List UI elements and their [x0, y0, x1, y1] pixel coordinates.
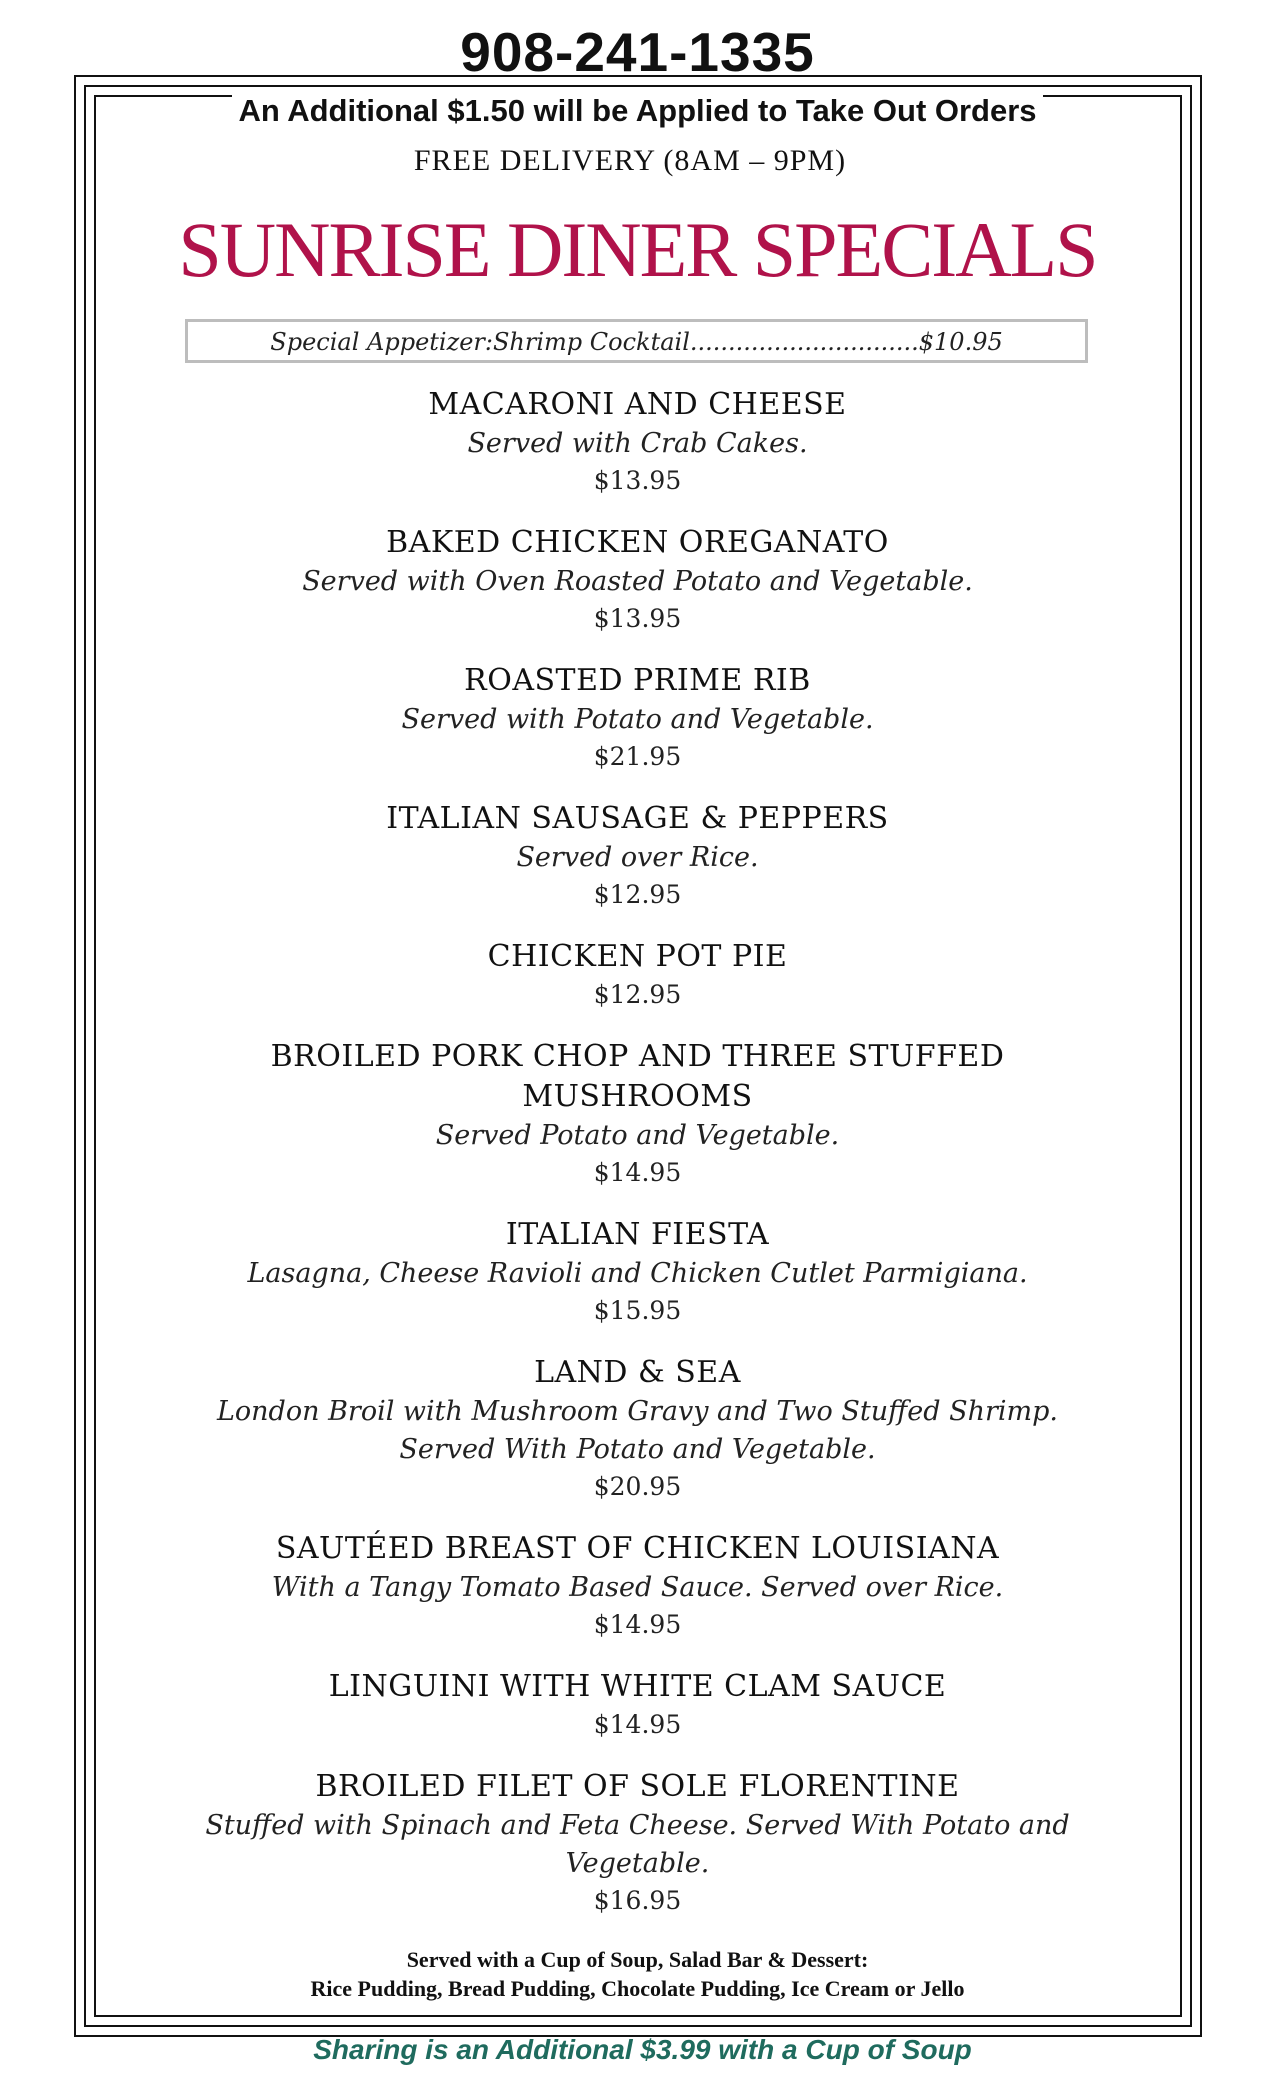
item-price: $14.95: [593, 1158, 682, 1187]
item-price: $20.95: [593, 1472, 682, 1501]
item-name: LINGUINI WITH WHITE CLAM SAUCE: [328, 1669, 947, 1704]
takeout-note-text: An Additional $1.50 will be Applied to Take Out Orders: [232, 93, 1042, 128]
item-description: With a Tangy Tomato Based Sauce. Served over Rice.: [271, 1572, 1004, 1603]
item-name: CHICKEN POT PIE: [487, 939, 788, 974]
footer-line-1: Served with a Cup of Soup, Salad Bar & Dessert:: [406, 1947, 869, 1972]
item-name: ITALIAN SAUSAGE & PEPPERS: [386, 801, 889, 836]
item-name: MACARONI AND CHEESE: [428, 387, 847, 422]
delivery-note: FREE DELIVERY (8AM – 9PM): [413, 144, 847, 177]
item-name: BROILED FILET OF SOLE FLORENTINE: [315, 1769, 960, 1804]
footer-note: [0, 1945, 1275, 2003]
item-name: LAND & SEA: [534, 1355, 741, 1390]
item-price: $12.95: [593, 880, 682, 909]
menu-item: [180, 523, 1095, 637]
item-price: $13.95: [593, 466, 682, 495]
page-title: SUNRISE DINER SPECIALS: [178, 206, 1097, 293]
sharing-note: Sharing is an Additional $3.99 with a Cup of Soup: [313, 2034, 972, 2065]
item-name: BROILED PORK CHOP AND THREE STUFFED MUSHROOMS: [270, 1039, 1005, 1114]
item-description: Served over Rice.: [516, 842, 759, 873]
item-price: $21.95: [593, 742, 682, 771]
menu-items: [180, 385, 1095, 1919]
item-price: $13.95: [593, 604, 682, 633]
item-description: London Broil with Mushroom Gravy and Two Stuffed Shrimp. Served With Potato and Vegetable.: [216, 1396, 1058, 1465]
item-name: ITALIAN FIESTA: [505, 1217, 770, 1252]
special-appetizer-box: Special Appetizer:Shrimp Cocktail..............................$10.95: [185, 319, 1088, 363]
item-description: Served with Potato and Vegetable.: [401, 704, 874, 735]
menu-item: [180, 1215, 1095, 1329]
item-description: Stuffed with Spinach and Feta Cheese. Served With Potato and Vegetable.: [205, 1810, 1070, 1879]
menu-item: [180, 385, 1095, 499]
item-price: $16.95: [593, 1886, 682, 1915]
item-name: ROASTED PRIME RIB: [464, 663, 811, 698]
phone-number: 908-241-1335: [460, 21, 815, 83]
item-price: $15.95: [593, 1296, 682, 1325]
item-description: Served with Crab Cakes.: [467, 428, 808, 459]
menu-item: [180, 1767, 1095, 1919]
takeout-note: [0, 91, 1275, 131]
menu-item: [180, 1529, 1095, 1643]
menu-item: [180, 799, 1095, 913]
item-price: $12.95: [593, 980, 682, 1009]
item-price: $14.95: [593, 1710, 682, 1739]
menu-item: [180, 1353, 1095, 1505]
menu-item: [180, 661, 1095, 775]
menu-item: [180, 937, 1095, 1013]
item-description: Served Potato and Vegetable.: [435, 1120, 840, 1151]
item-name: BAKED CHICKEN OREGANATO: [386, 525, 889, 560]
menu-item: [180, 1037, 1095, 1191]
menu-item: [180, 1667, 1095, 1743]
footer-line-2: Rice Pudding, Bread Pudding, Chocolate Pudding, Ice Cream or Jello: [310, 1976, 965, 2001]
item-price: $14.95: [593, 1610, 682, 1639]
item-description: Lasagna, Cheese Ravioli and Chicken Cutlet Parmigiana.: [247, 1258, 1028, 1289]
item-name: SAUTÉED BREAST OF CHICKEN LOUISIANA: [275, 1531, 1000, 1566]
item-description: Served with Oven Roasted Potato and Vegetable.: [302, 566, 973, 597]
